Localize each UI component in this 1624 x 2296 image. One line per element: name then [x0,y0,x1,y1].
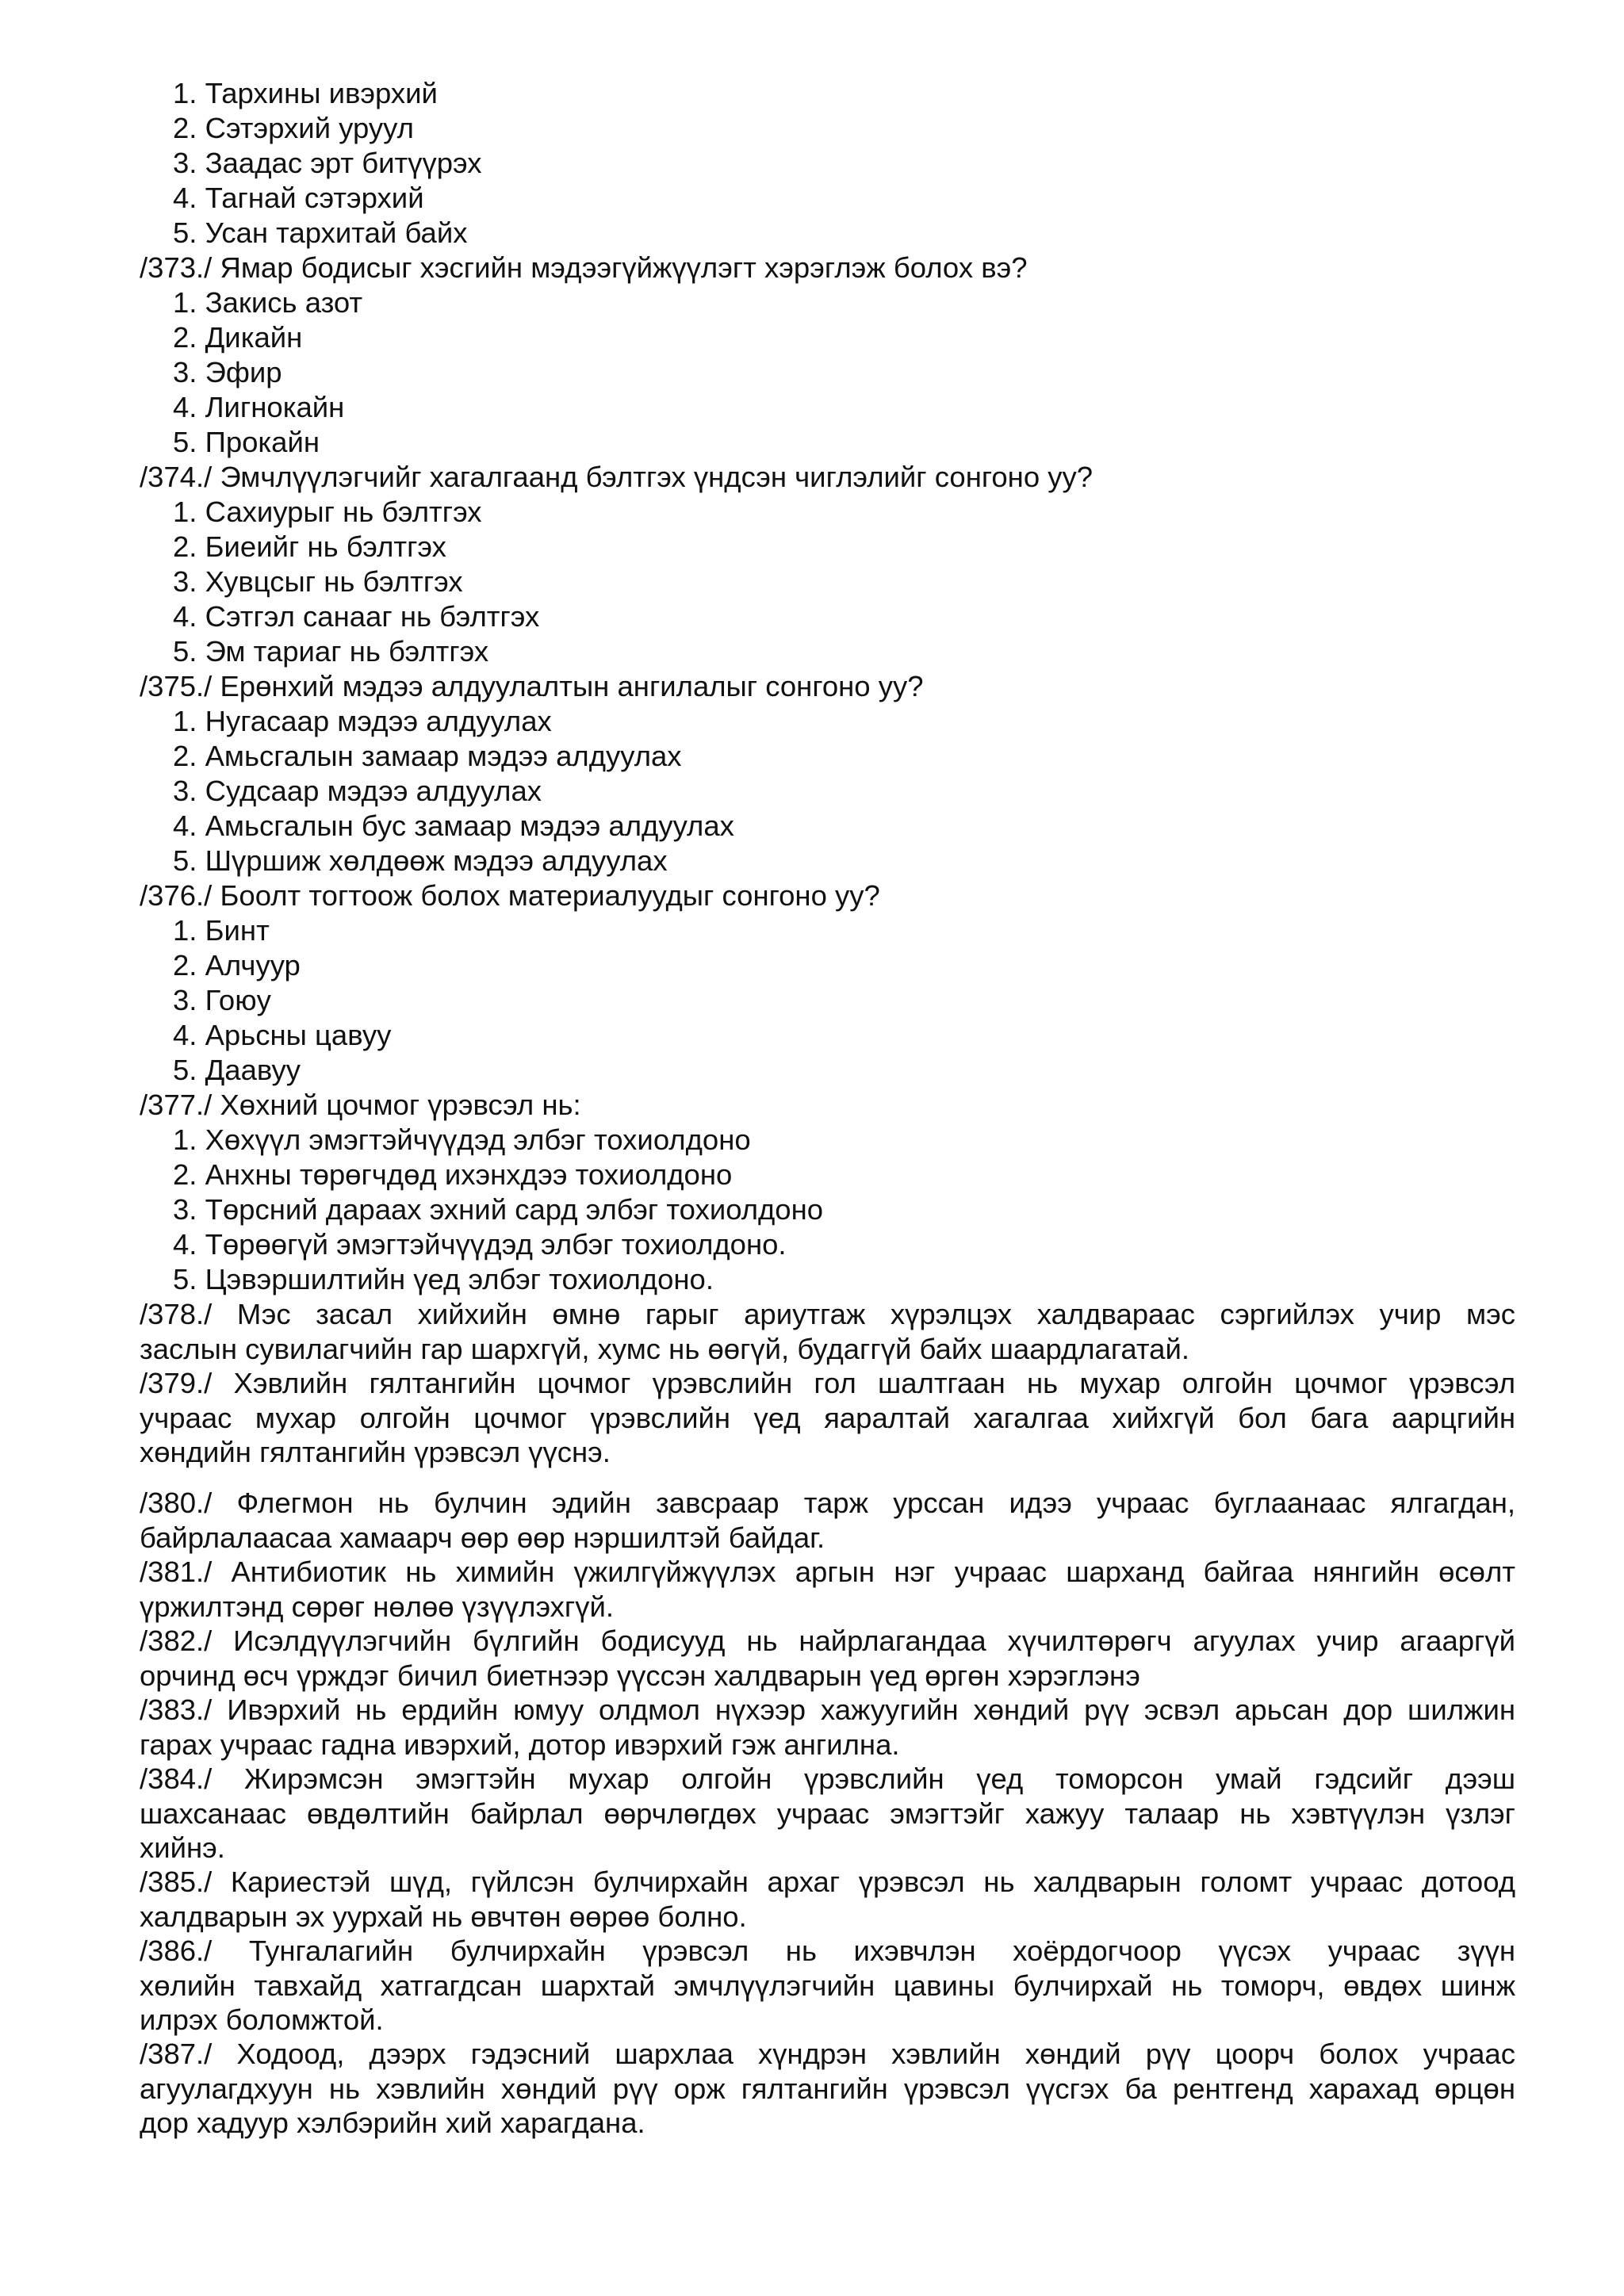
statement-387 [140,2037,1515,2141]
q374-option-5: 5. Эм тариаг нь бэлтгэх [173,635,489,668]
q376-option-5: 5. Даавуу [173,1054,301,1086]
statement-line: учраас мухар олгойн цочмог үрэвслийн үед яаралтай хагалгаа хийхгүй бол бага аарцгийн [140,1401,1515,1434]
q377-option-2: 2. Анхны төрөгчдөд ихэнхдээ тохиолдоно [173,1158,733,1191]
statement-line: /385./ Кариестэй шүд, гүйлсэн булчирхайн архаг үрэвсэл нь халдварын голомт учраас дотоод [140,1866,1515,1898]
statement-379 [140,1366,1515,1470]
statement-line: шахсанаас өвдөлтийн байрлал өөрчлөгдөх учраас эмэгтэйг хажуу талаар нь хэвтүүлэн үзлэг [140,1797,1515,1830]
statement-line: /378./ Мэс засал хийхийн өмнө гарыг ариутгаж хүрэлцэх халдвараас сэргийлэх учир мэс [140,1298,1515,1330]
q377-option-3: 3. Төрсний дараах эхний сард элбэг тохиолдоно [173,1193,824,1226]
statement-385 [140,1865,1515,1934]
q377-question: /377./ Хөхний цочмог үрэвсэл нь: [140,1089,581,1121]
q375-option-3: 3. Судсаар мэдээ алдуулах [173,775,542,807]
q375-option-4: 4. Амьсгалын бус замаар мэдээ алдуулах [173,809,734,842]
statement-line: үржилтэнд сөрөг нөлөө үзүүлэхгүй. [140,1590,615,1623]
q373-option-5: 5. Прокайн [173,426,320,458]
q376-option-1: 1. Бинт [173,914,270,947]
q372-option-1: 1. Тархины ивэрхий [173,77,438,109]
statement-line: хөлийн тавхайд хатгагдсан шархтай эмчлүүлэгчийн цавины булчирхай нь томорч, өвдөх шинж [140,1969,1515,2002]
q373-option-2: 2. Дикайн [173,321,303,354]
statement-line: халдварын эх уурхай нь өвчтөн өөрөө болно. [140,1900,747,1933]
statement-384 [140,1762,1515,1866]
q377-option-1: 1. Хөхүүл эмэгтэйчүүдэд элбэг тохиолдоно [173,1123,751,1156]
statement-386 [140,1934,1515,2038]
q377-option-5: 5. Цэвэршилтийн үед элбэг тохиолдоно. [173,1263,714,1295]
statement-line: дор хадуур хэлбэрийн хий харагдана. [140,2107,645,2139]
q373-question: /373./ Ямар бодисыг хэсгийн мэдээгүйжүүлэгт хэрэглэж болох вэ? [140,251,1028,284]
q373-option-3: 3. Эфир [173,356,282,388]
q376-question: /376./ Боолт тогтоож болох материалуудыг сонгоно уу? [140,879,880,912]
statement-line: /382./ Исэлдүүлэгчийн бүлгийн бодисууд нь найрлагандаа хүчилтөрөгч агуулах учир агааргүй [140,1624,1515,1657]
statement-line: /386./ Тунгалагийн булчирхайн үрэвсэл нь ихэвчлэн хоёрдогчоор үүсэх учраас зүүн [140,1934,1515,1967]
q374-question: /374./ Эмчлүүлэгчийг хагалгаанд бэлтгэх үндсэн чиглэлийг сонгоно уу? [140,461,1094,493]
statement-381 [140,1555,1515,1624]
statement-line: гарах учраас гадна ивэрхий, дотор ивэрхий гэж ангилна. [140,1728,900,1761]
q375-option-1: 1. Нугасаар мэдээ алдуулах [173,705,552,737]
q377-option-4: 4. Төрөөгүй эмэгтэйчүүдэд элбэг тохиолдоно. [173,1228,787,1261]
statement-line: заслын сувилагчийн гар шархгүй, хумс нь өөгүй, будаггүй байх шаардлагатай. [140,1332,1189,1365]
statement-line: /387./ Ходоод, дээрх гэдэсний шархлаа хүндрэн хэвлийн хөндий рүү цоорч болох учраас [140,2038,1515,2070]
statement-line: агуулагдхуун нь хэвлийн хөндий рүү орж гялтангийн үрэвсэл үүсгэх ба рентгенд харахад өрцөн [140,2072,1515,2105]
q372-option-2: 2. Сэтэрхий уруул [173,112,414,144]
q375-question: /375./ Ерөнхий мэдээ алдуулалтын ангилалыг сонгоно уу? [140,670,924,702]
statement-line: /381./ Антибиотик нь химийн үжилгүйжүүлэх аргын нэг учраас шарханд байгаа нянгийн өсөлт [140,1556,1515,1588]
statement-line: илрэх боломжтой. [140,2003,384,2036]
statement-382 [140,1624,1515,1693]
q376-option-4: 4. Арьсны цавуу [173,1019,392,1051]
statement-line: орчинд өсч үрждэг бичил биетнээр үүссэн халдварын үед өргөн хэрэглэнэ [140,1659,1140,1692]
q376-option-2: 2. Алчуур [173,949,301,982]
q372-option-3: 3. Заадас эрт битүүрэх [173,147,482,179]
statement-383 [140,1693,1515,1762]
statement-380 [140,1486,1515,1555]
q374-option-1: 1. Сахиурыг нь бэлтгэх [173,496,482,528]
q376-option-3: 3. Гоюу [173,984,271,1016]
statement-line: хөндийн гялтангийн үрэвсэл үүснэ. [140,1436,611,1468]
q372-option-4: 4. Тагнай сэтэрхий [173,182,424,214]
statement-line: /383./ Ивэрхий нь ердийн юмуу олдмол нүхээр хажуугийн хөндий рүү эсвэл арьсан дор шилжин [140,1693,1515,1726]
statement-line: байрлалаасаа хамаарч өөр өөр нэршилтэй байдаг. [140,1521,825,1554]
statement-line: хийнэ. [140,1831,225,1864]
statement-line: /384./ Жирэмсэн эмэгтэйн мухар олгойн үрэвслийн үед томорсон умай гэдсийг дээш [140,1762,1515,1795]
statement-line: /379./ Хэвлийн гялтангийн цочмог үрэвслийн гол шалтгаан нь мухар олгойн цочмог үрэвсэл [140,1367,1515,1399]
q373-option-1: 1. Закись азот [173,286,363,319]
q374-option-4: 4. Сэтгэл санааг нь бэлтгэх [173,600,540,633]
q374-option-3: 3. Хувцсыг нь бэлтгэх [173,565,463,598]
statement-line: /380./ Флегмон нь булчин эдийн завсраар тарж урссан идээ учраас буглаанаас ялгагдан, [140,1487,1515,1519]
q375-option-2: 2. Амьсгалын замаар мэдээ алдуулах [173,740,682,772]
q374-option-2: 2. Биеийг нь бэлтгэх [173,530,446,563]
q372-option-5: 5. Усан тархитай байх [173,216,468,249]
q375-option-5: 5. Шүршиж хөлдөөж мэдээ алдуулах [173,844,668,877]
statement-378 [140,1297,1515,1366]
q373-option-4: 4. Лигнокайн [173,391,345,423]
